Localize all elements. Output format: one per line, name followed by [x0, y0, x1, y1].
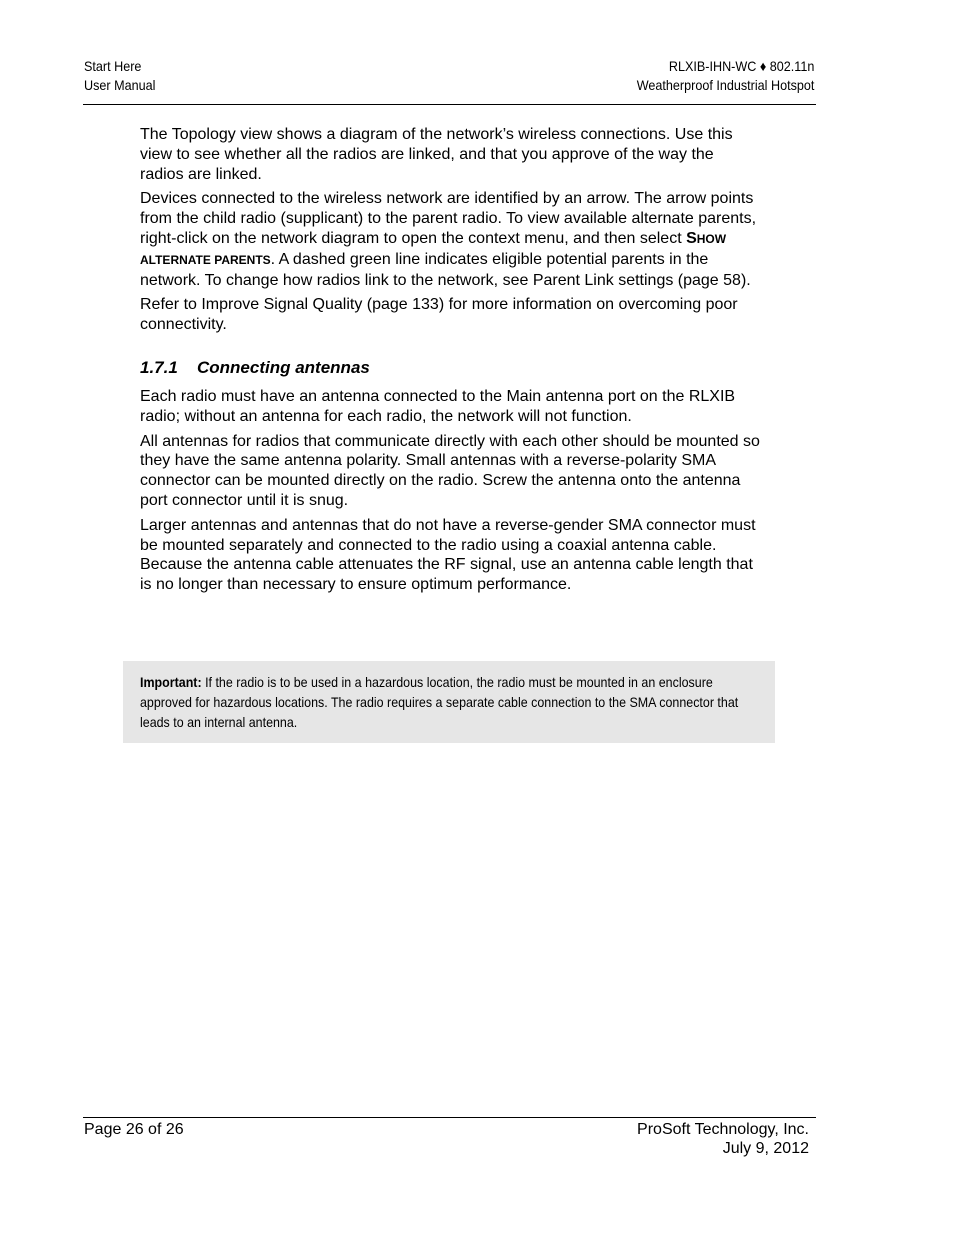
menu-command-initial: S	[686, 229, 697, 247]
important-note-box	[123, 661, 775, 743]
header-divider	[83, 104, 816, 105]
footer-page-number: Page 26 of 26	[84, 1121, 184, 1138]
paragraph-devices-arrow	[140, 189, 760, 290]
header-product-model: RLXIB-IHN-WC ♦ 802.11n	[668, 58, 814, 74]
paragraph-antenna-polarity: All antennas for radios that communicate directly with each other should be mounted so they have the same antenna polarity. Small antennas with a reverse-polarity SMA connector can be mounted directly on the radio. Screw the antenna onto the antenna port connector until it is snug.	[140, 432, 760, 509]
footer-right	[637, 1120, 809, 1158]
important-note-label: Important:	[140, 674, 202, 690]
footer-company: ProSoft Technology, Inc.	[637, 1121, 809, 1138]
paragraph-devices-text-after: . A dashed green line indicates eligible potential parents in the network. To change how radios link to the network, see Parent Link settings (page 58).	[140, 250, 751, 289]
header-doc-section: Start Here	[84, 58, 142, 74]
paragraph-topology-view: The Topology view shows a diagram of the network’s wireless connections. Use this view to see whether all the radios are linked, and that you approve of the way the radios are linked.	[140, 126, 733, 183]
header-left	[84, 57, 155, 95]
section-title: Connecting antennas	[197, 357, 370, 377]
important-note-body: If the radio is to be used in a hazardous location, the radio must be mounted in an enclosure approved for hazardous locations. The radio requires a separate cable connection to the SMA connector that leads to an internal antenna.	[140, 674, 739, 730]
header-product-name: Weatherproof Industrial Hotspot	[636, 77, 814, 93]
paragraph-antenna-required: Each radio must have an antenna connected to the Main antenna port on the RLXIB radio; without an antenna for each radio, the network will not function.	[140, 387, 736, 425]
important-note-text	[140, 672, 754, 732]
section-number: 1.7.1	[140, 357, 178, 377]
paragraph-signal-quality: Refer to Improve Signal Quality (page 133) for more information on overcoming poor connectivity.	[140, 296, 738, 334]
paragraph-larger-antennas: Larger antennas and antennas that do not have a reverse-gender SMA connector must be mounted separately and connected to the radio using a coaxial antenna cable. Because the antenna cable attenuates the RF signal, use an antenna cable length that is no longer than necessary to ensure optimum performance.	[140, 516, 756, 594]
header-right	[636, 57, 814, 95]
footer-date: July 9, 2012	[722, 1140, 809, 1157]
footer-divider	[83, 1117, 816, 1118]
header-doc-type: User Manual	[84, 77, 156, 93]
menu-command-rest: HOW ALTERNATE PARENTS	[140, 231, 727, 267]
page-body	[140, 125, 760, 600]
paragraph-devices-text-before: Devices connected to the wireless network are identified by an arrow. The arrow points from the child radio (supplicant) to the parent radio. To view available alternate parents, right-click on the network diagram to open the context menu, and then select	[140, 190, 757, 247]
section-heading	[140, 357, 760, 379]
